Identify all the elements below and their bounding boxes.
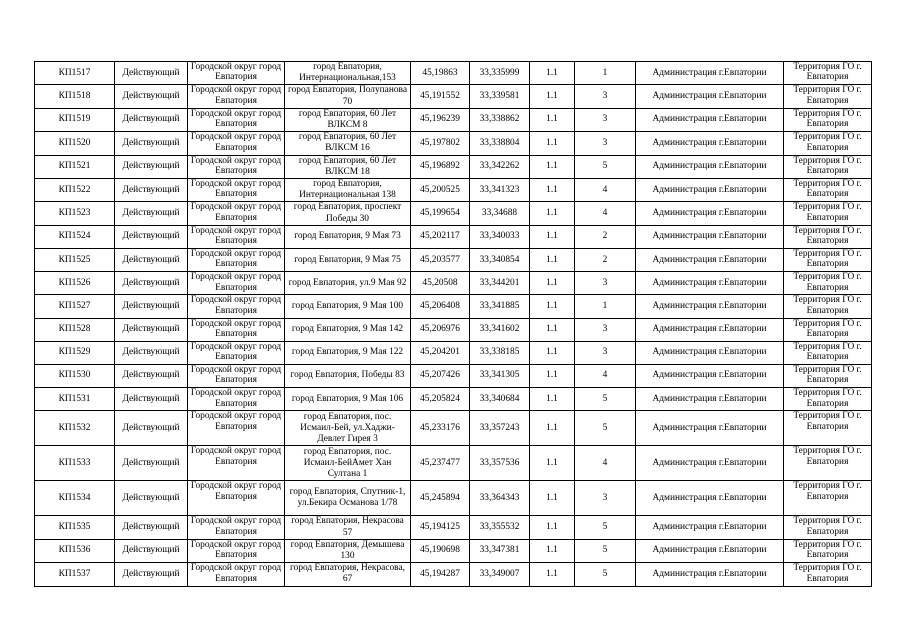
latitude-cell: 45,194125 [411, 516, 470, 539]
address-cell: город Евпатория, 60 Лет ВЛКСМ 16 [285, 132, 411, 155]
table-row [35, 563, 872, 586]
container-count-cell: 5 [575, 388, 636, 411]
longitude-cell: 33,341305 [470, 364, 530, 387]
owner-cell: Администрация г.Евпатории [636, 108, 784, 131]
owner-cell: Администрация г.Евпатории [636, 62, 784, 85]
container-volume-cell: 1.1 [530, 85, 575, 108]
municipality-cell: Городской округ город Евпатория [188, 225, 285, 248]
container-count-cell: 4 [575, 179, 636, 202]
table-row [35, 249, 872, 272]
longitude-cell: 33,341885 [470, 295, 530, 318]
site-id-cell: КП1518 [35, 85, 115, 108]
container-count-cell: 3 [575, 132, 636, 155]
latitude-cell: 45,207426 [411, 364, 470, 387]
address-cell: город Евпатория, 60 Лет ВЛКСМ 8 [285, 108, 411, 131]
territory-cell: Территория ГО г. Евпатория [784, 132, 872, 155]
container-count-cell: 3 [575, 318, 636, 341]
municipality-cell: Городской округ город Евпатория [188, 516, 285, 539]
container-count-cell: 3 [575, 85, 636, 108]
table-row [35, 411, 872, 446]
container-count-cell: 1 [575, 62, 636, 85]
container-volume-cell: 1.1 [530, 318, 575, 341]
container-count-cell: 5 [575, 539, 636, 562]
status-cell: Действующий [115, 446, 188, 481]
container-count-cell: 5 [575, 155, 636, 178]
container-volume-cell: 1.1 [530, 295, 575, 318]
container-volume-cell: 1.1 [530, 155, 575, 178]
site-id-cell: КП1532 [35, 411, 115, 446]
longitude-cell: 33,340033 [470, 225, 530, 248]
address-cell: город Евпатория, Некрасова, 67 [285, 563, 411, 586]
territory-cell: Территория ГО г. Евпатория [784, 563, 872, 586]
owner-cell: Администрация г.Евпатории [636, 272, 784, 295]
container-volume-cell: 1.1 [530, 108, 575, 131]
status-cell: Действующий [115, 272, 188, 295]
container-count-cell: 2 [575, 225, 636, 248]
longitude-cell: 33,338804 [470, 132, 530, 155]
territory-cell: Территория ГО г. Евпатория [784, 341, 872, 364]
status-cell: Действующий [115, 85, 188, 108]
status-cell: Действующий [115, 411, 188, 446]
table-row [35, 132, 872, 155]
territory-cell: Территория ГО г. Евпатория [784, 295, 872, 318]
municipality-cell: Городской округ город Евпатория [188, 85, 285, 108]
longitude-cell: 33,341602 [470, 318, 530, 341]
container-count-cell: 5 [575, 516, 636, 539]
status-cell: Действующий [115, 108, 188, 131]
container-volume-cell: 1.1 [530, 364, 575, 387]
address-cell: город Евпатория, ул.9 Мая 92 [285, 272, 411, 295]
territory-cell: Территория ГО г. Евпатория [784, 481, 872, 516]
address-cell: город Евпатория, 9 Мая 100 [285, 295, 411, 318]
site-id-cell: КП1530 [35, 364, 115, 387]
latitude-cell: 45,20508 [411, 272, 470, 295]
site-id-cell: КП1534 [35, 481, 115, 516]
container-count-cell: 2 [575, 249, 636, 272]
address-cell: город Евпатория, Интернациональная,153 [285, 62, 411, 85]
latitude-cell: 45,206976 [411, 318, 470, 341]
table-row [35, 516, 872, 539]
table-row [35, 446, 872, 481]
container-count-cell: 3 [575, 272, 636, 295]
territory-cell: Территория ГО г. Евпатория [784, 364, 872, 387]
container-count-cell: 3 [575, 108, 636, 131]
status-cell: Действующий [115, 155, 188, 178]
latitude-cell: 45,237477 [411, 446, 470, 481]
table-row [35, 202, 872, 225]
site-id-cell: КП1517 [35, 62, 115, 85]
table-row [35, 62, 872, 85]
container-volume-cell: 1.1 [530, 179, 575, 202]
owner-cell: Администрация г.Евпатории [636, 516, 784, 539]
longitude-cell: 33,349007 [470, 563, 530, 586]
longitude-cell: 33,344201 [470, 272, 530, 295]
territory-cell: Территория ГО г. Евпатория [784, 272, 872, 295]
container-volume-cell: 1.1 [530, 446, 575, 481]
owner-cell: Администрация г.Евпатории [636, 364, 784, 387]
owner-cell: Администрация г.Евпатории [636, 411, 784, 446]
latitude-cell: 45,191552 [411, 85, 470, 108]
site-id-cell: КП1524 [35, 225, 115, 248]
municipality-cell: Городской округ город Евпатория [188, 563, 285, 586]
latitude-cell: 45,233176 [411, 411, 470, 446]
latitude-cell: 45,194287 [411, 563, 470, 586]
municipality-cell: Городской округ город Евпатория [188, 539, 285, 562]
latitude-cell: 45,197802 [411, 132, 470, 155]
status-cell: Действующий [115, 179, 188, 202]
longitude-cell: 33,342262 [470, 155, 530, 178]
site-id-cell: КП1519 [35, 108, 115, 131]
container-volume-cell: 1.1 [530, 481, 575, 516]
address-cell: город Евпатория, Демышева 130 [285, 539, 411, 562]
latitude-cell: 45,202117 [411, 225, 470, 248]
owner-cell: Администрация г.Евпатории [636, 563, 784, 586]
container-volume-cell: 1.1 [530, 563, 575, 586]
container-volume-cell: 1.1 [530, 539, 575, 562]
status-cell: Действующий [115, 202, 188, 225]
site-id-cell: КП1525 [35, 249, 115, 272]
territory-cell: Территория ГО г. Евпатория [784, 155, 872, 178]
latitude-cell: 45,204201 [411, 341, 470, 364]
municipality-cell: Городской округ город Евпатория [188, 295, 285, 318]
territory-cell: Территория ГО г. Евпатория [784, 202, 872, 225]
address-cell: город Евпатория, 9 Мая 75 [285, 249, 411, 272]
status-cell: Действующий [115, 295, 188, 318]
container-volume-cell: 1.1 [530, 225, 575, 248]
status-cell: Действующий [115, 563, 188, 586]
longitude-cell: 33,355532 [470, 516, 530, 539]
container-count-cell: 5 [575, 411, 636, 446]
longitude-cell: 33,357536 [470, 446, 530, 481]
territory-cell: Территория ГО г. Евпатория [784, 446, 872, 481]
container-count-cell: 4 [575, 364, 636, 387]
latitude-cell: 45,19863 [411, 62, 470, 85]
table-row [35, 318, 872, 341]
address-cell: город Евпатория, Интернациональная 138 [285, 179, 411, 202]
container-volume-cell: 1.1 [530, 272, 575, 295]
latitude-cell: 45,203577 [411, 249, 470, 272]
container-volume-cell: 1.1 [530, 411, 575, 446]
site-id-cell: КП1537 [35, 563, 115, 586]
container-volume-cell: 1.1 [530, 202, 575, 225]
status-cell: Действующий [115, 62, 188, 85]
table-row [35, 179, 872, 202]
owner-cell: Администрация г.Евпатории [636, 481, 784, 516]
latitude-cell: 45,199654 [411, 202, 470, 225]
status-cell: Действующий [115, 516, 188, 539]
municipality-cell: Городской округ город Евпатория [188, 318, 285, 341]
owner-cell: Администрация г.Евпатории [636, 446, 784, 481]
container-count-cell: 3 [575, 481, 636, 516]
territory-cell: Территория ГО г. Евпатория [784, 249, 872, 272]
longitude-cell: 33,340684 [470, 388, 530, 411]
status-cell: Действующий [115, 132, 188, 155]
territory-cell: Территория ГО г. Евпатория [784, 225, 872, 248]
territory-cell: Территория ГО г. Евпатория [784, 516, 872, 539]
municipality-cell: Городской округ город Евпатория [188, 388, 285, 411]
table-row [35, 272, 872, 295]
territory-cell: Территория ГО г. Евпатория [784, 539, 872, 562]
site-id-cell: КП1536 [35, 539, 115, 562]
status-cell: Действующий [115, 341, 188, 364]
site-id-cell: КП1522 [35, 179, 115, 202]
municipality-cell: Городской округ город Евпатория [188, 62, 285, 85]
address-cell: город Евпатория, Некрасова 57 [285, 516, 411, 539]
container-count-cell: 4 [575, 202, 636, 225]
site-id-cell: КП1529 [35, 341, 115, 364]
municipality-cell: Городской округ город Евпатория [188, 249, 285, 272]
territory-cell: Территория ГО г. Евпатория [784, 179, 872, 202]
address-cell: город Евпатория, Полупанова 70 [285, 85, 411, 108]
territory-cell: Территория ГО г. Евпатория [784, 85, 872, 108]
latitude-cell: 45,206408 [411, 295, 470, 318]
address-cell: город Евпатория, 9 Мая 106 [285, 388, 411, 411]
longitude-cell: 33,34688 [470, 202, 530, 225]
municipality-cell: Городской округ город Евпатория [188, 132, 285, 155]
table-row [35, 108, 872, 131]
status-cell: Действующий [115, 388, 188, 411]
owner-cell: Администрация г.Евпатории [636, 179, 784, 202]
address-cell: город Евпатория, 9 Мая 142 [285, 318, 411, 341]
owner-cell: Администрация г.Евпатории [636, 155, 784, 178]
table-row [35, 481, 872, 516]
municipality-cell: Городской округ город Евпатория [188, 179, 285, 202]
latitude-cell: 45,190698 [411, 539, 470, 562]
owner-cell: Администрация г.Евпатории [636, 539, 784, 562]
longitude-cell: 33,338862 [470, 108, 530, 131]
container-sites-table [34, 61, 872, 587]
address-cell: город Евпатория, 9 Мая 73 [285, 225, 411, 248]
site-id-cell: КП1526 [35, 272, 115, 295]
status-cell: Действующий [115, 225, 188, 248]
owner-cell: Администрация г.Евпатории [636, 295, 784, 318]
table-row [35, 225, 872, 248]
table-row [35, 539, 872, 562]
longitude-cell: 33,339581 [470, 85, 530, 108]
address-cell: город Евпатория, пос. Исмаил-Бей, ул.Хаджи-Девлет Гирея 3 [285, 411, 411, 446]
container-volume-cell: 1.1 [530, 388, 575, 411]
municipality-cell: Городской округ город Евпатория [188, 202, 285, 225]
table-row [35, 388, 872, 411]
owner-cell: Администрация г.Евпатории [636, 249, 784, 272]
territory-cell: Территория ГО г. Евпатория [784, 108, 872, 131]
municipality-cell: Городской округ город Евпатория [188, 411, 285, 446]
container-count-cell: 3 [575, 341, 636, 364]
container-volume-cell: 1.1 [530, 249, 575, 272]
longitude-cell: 33,338185 [470, 341, 530, 364]
territory-cell: Территория ГО г. Евпатория [784, 388, 872, 411]
site-id-cell: КП1520 [35, 132, 115, 155]
address-cell: город Евпатория, Спутник-1, ул.Бекира Османова 1/78 [285, 481, 411, 516]
territory-cell: Территория ГО г. Евпатория [784, 411, 872, 446]
address-cell: город Евпатория, Победы 83 [285, 364, 411, 387]
municipality-cell: Городской округ город Евпатория [188, 155, 285, 178]
municipality-cell: Городской округ город Евпатория [188, 108, 285, 131]
status-cell: Действующий [115, 539, 188, 562]
site-id-cell: КП1533 [35, 446, 115, 481]
owner-cell: Администрация г.Евпатории [636, 202, 784, 225]
container-volume-cell: 1.1 [530, 132, 575, 155]
owner-cell: Администрация г.Евпатории [636, 85, 784, 108]
owner-cell: Администрация г.Евпатории [636, 388, 784, 411]
municipality-cell: Городской округ город Евпатория [188, 364, 285, 387]
owner-cell: Администрация г.Евпатории [636, 318, 784, 341]
longitude-cell: 33,347381 [470, 539, 530, 562]
status-cell: Действующий [115, 249, 188, 272]
territory-cell: Территория ГО г. Евпатория [784, 62, 872, 85]
status-cell: Действующий [115, 481, 188, 516]
status-cell: Действующий [115, 364, 188, 387]
territory-cell: Территория ГО г. Евпатория [784, 318, 872, 341]
owner-cell: Администрация г.Евпатории [636, 132, 784, 155]
container-count-cell: 4 [575, 446, 636, 481]
site-id-cell: КП1535 [35, 516, 115, 539]
site-id-cell: КП1523 [35, 202, 115, 225]
municipality-cell: Городской округ город Евпатория [188, 481, 285, 516]
site-id-cell: КП1531 [35, 388, 115, 411]
container-volume-cell: 1.1 [530, 516, 575, 539]
site-id-cell: КП1521 [35, 155, 115, 178]
municipality-cell: Городской округ город Евпатория [188, 272, 285, 295]
longitude-cell: 33,341323 [470, 179, 530, 202]
longitude-cell: 33,357243 [470, 411, 530, 446]
latitude-cell: 45,196239 [411, 108, 470, 131]
table-row [35, 85, 872, 108]
owner-cell: Администрация г.Евпатории [636, 341, 784, 364]
address-cell: город Евпатория, проспект Победы 30 [285, 202, 411, 225]
table-row [35, 364, 872, 387]
longitude-cell: 33,364343 [470, 481, 530, 516]
municipality-cell: Городской округ город Евпатория [188, 446, 285, 481]
address-cell: город Евпатория, 60 Лет ВЛКСМ 18 [285, 155, 411, 178]
address-cell: город Евпатория, пос. Исмаил-БейАмет Хан Султана 1 [285, 446, 411, 481]
address-cell: город Евпатория, 9 Мая 122 [285, 341, 411, 364]
container-volume-cell: 1.1 [530, 62, 575, 85]
longitude-cell: 33,340854 [470, 249, 530, 272]
table-row [35, 155, 872, 178]
container-volume-cell: 1.1 [530, 341, 575, 364]
latitude-cell: 45,196892 [411, 155, 470, 178]
status-cell: Действующий [115, 318, 188, 341]
container-count-cell: 1 [575, 295, 636, 318]
latitude-cell: 45,200525 [411, 179, 470, 202]
table-row [35, 295, 872, 318]
owner-cell: Администрация г.Евпатории [636, 225, 784, 248]
latitude-cell: 45,245894 [411, 481, 470, 516]
latitude-cell: 45,205824 [411, 388, 470, 411]
site-id-cell: КП1528 [35, 318, 115, 341]
table-row [35, 341, 872, 364]
table-body [35, 62, 872, 587]
container-count-cell: 5 [575, 563, 636, 586]
municipality-cell: Городской округ город Евпатория [188, 341, 285, 364]
longitude-cell: 33,335999 [470, 62, 530, 85]
site-id-cell: КП1527 [35, 295, 115, 318]
